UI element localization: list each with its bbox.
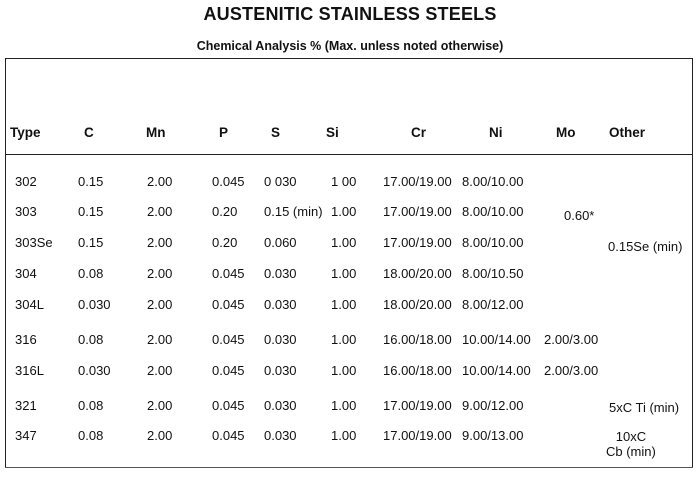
cell-si: 1.00 xyxy=(331,235,357,250)
cell-cr: 16.00/18.00 xyxy=(383,332,452,347)
cell-mo: 2.00/3.00 xyxy=(544,332,599,347)
cell-type: 304 xyxy=(15,266,37,281)
header-divider xyxy=(5,154,693,155)
cell-mo: 0.60* xyxy=(564,208,595,223)
cell-p: 0.045 xyxy=(212,297,245,312)
cell-other: 0.15Se (min) xyxy=(608,239,683,254)
cell-type: 302 xyxy=(15,174,37,189)
cell-cr: 17.00/19.00 xyxy=(383,174,452,189)
cell-mn: 2.00 xyxy=(147,332,173,347)
cell-cr: 18.00/20.00 xyxy=(383,266,452,281)
cell-cr: 18.00/20.00 xyxy=(383,297,452,312)
cell-ni: 8.00/10.00 xyxy=(462,235,524,250)
cell-si: 1.00 xyxy=(331,398,357,413)
column-header-p: P xyxy=(219,125,229,140)
cell-p: 0.20 xyxy=(212,204,238,219)
cell-s: 0.030 xyxy=(264,266,297,281)
cell-c: 0.15 xyxy=(78,174,104,189)
cell-c: 0.15 xyxy=(78,204,104,219)
cell-si: 1.00 xyxy=(331,332,357,347)
cell-other: 10xC Cb (min) xyxy=(606,429,656,459)
cell-p: 0.045 xyxy=(212,428,245,443)
cell-si: 1.00 xyxy=(331,297,357,312)
column-header-mo: Mo xyxy=(556,125,576,140)
cell-type: 347 xyxy=(15,428,37,443)
column-header-ni: Ni xyxy=(489,125,503,140)
cell-ni: 10.00/14.00 xyxy=(462,332,531,347)
cell-s: 0.030 xyxy=(264,428,297,443)
cell-mn: 2.00 xyxy=(147,297,173,312)
table-bottom-rule xyxy=(5,467,693,468)
cell-si: 1.00 xyxy=(331,204,357,219)
cell-si: 1 00 xyxy=(331,174,357,189)
cell-c: 0.030 xyxy=(78,297,111,312)
cell-si: 1.00 xyxy=(331,266,357,281)
cell-ni: 9.00/12.00 xyxy=(462,398,524,413)
cell-ni: 10.00/14.00 xyxy=(462,363,531,378)
cell-p: 0.045 xyxy=(212,266,245,281)
cell-ni: 8.00/10.00 xyxy=(462,204,524,219)
column-header-cr: Cr xyxy=(411,125,427,140)
cell-mn: 2.00 xyxy=(147,235,173,250)
cell-c: 0.030 xyxy=(78,363,111,378)
cell-type: 316 xyxy=(15,332,37,347)
cell-type: 316L xyxy=(15,363,44,378)
cell-type: 304L xyxy=(15,297,44,312)
column-header-s: S xyxy=(271,125,281,140)
cell-ni: 9.00/13.00 xyxy=(462,428,524,443)
cell-ni: 8.00/12.00 xyxy=(462,297,524,312)
cell-p: 0.045 xyxy=(212,398,245,413)
cell-ni: 8.00/10.50 xyxy=(462,266,524,281)
cell-c: 0.15 xyxy=(78,235,104,250)
cell-s: 0 030 xyxy=(264,174,297,189)
document-subtitle: Chemical Analysis % (Max. unless noted otherwise) xyxy=(196,39,504,53)
cell-ni: 8.00/10.00 xyxy=(462,174,524,189)
cell-cr: 17.00/19.00 xyxy=(383,428,452,443)
cell-mo: 2.00/3.00 xyxy=(544,363,599,378)
document-title: AUSTENITIC STAINLESS STEELS xyxy=(203,4,497,24)
cell-mn: 2.00 xyxy=(147,174,173,189)
cell-s: 0.030 xyxy=(264,363,297,378)
cell-p: 0.045 xyxy=(212,174,245,189)
column-header-other: Other xyxy=(609,125,646,140)
cell-type: 321 xyxy=(15,398,37,413)
cell-cr: 17.00/19.00 xyxy=(383,235,452,250)
cell-mn: 2.00 xyxy=(147,363,173,378)
cell-cr: 16.00/18.00 xyxy=(383,363,452,378)
cell-type: 303Se xyxy=(15,235,53,250)
column-header-type: Type xyxy=(10,125,41,140)
cell-si: 1.00 xyxy=(331,428,357,443)
cell-s: 0.030 xyxy=(264,332,297,347)
cell-si: 1.00 xyxy=(331,363,357,378)
cell-s: 0.15 (min) xyxy=(264,204,323,219)
column-header-mn: Mn xyxy=(146,125,166,140)
cell-c: 0.08 xyxy=(78,266,104,281)
cell-mn: 2.00 xyxy=(147,204,173,219)
cell-other: 5xC Ti (min) xyxy=(609,400,680,415)
cell-p: 0.045 xyxy=(212,332,245,347)
cell-s: 0.030 xyxy=(264,297,297,312)
cell-c: 0.08 xyxy=(78,398,104,413)
cell-mn: 2.00 xyxy=(147,266,173,281)
cell-p: 0.20 xyxy=(212,235,238,250)
cell-s: 0.030 xyxy=(264,398,297,413)
cell-mn: 2.00 xyxy=(147,398,173,413)
column-header-c: C xyxy=(84,125,94,140)
cell-c: 0.08 xyxy=(78,428,104,443)
cell-s: 0.060 xyxy=(264,235,297,250)
cell-p: 0.045 xyxy=(212,363,245,378)
cell-cr: 17.00/19.00 xyxy=(383,398,452,413)
column-header-si: Si xyxy=(326,125,339,140)
cell-c: 0.08 xyxy=(78,332,104,347)
cell-type: 303 xyxy=(15,204,37,219)
cell-mn: 2.00 xyxy=(147,428,173,443)
cell-cr: 17.00/19.00 xyxy=(383,204,452,219)
